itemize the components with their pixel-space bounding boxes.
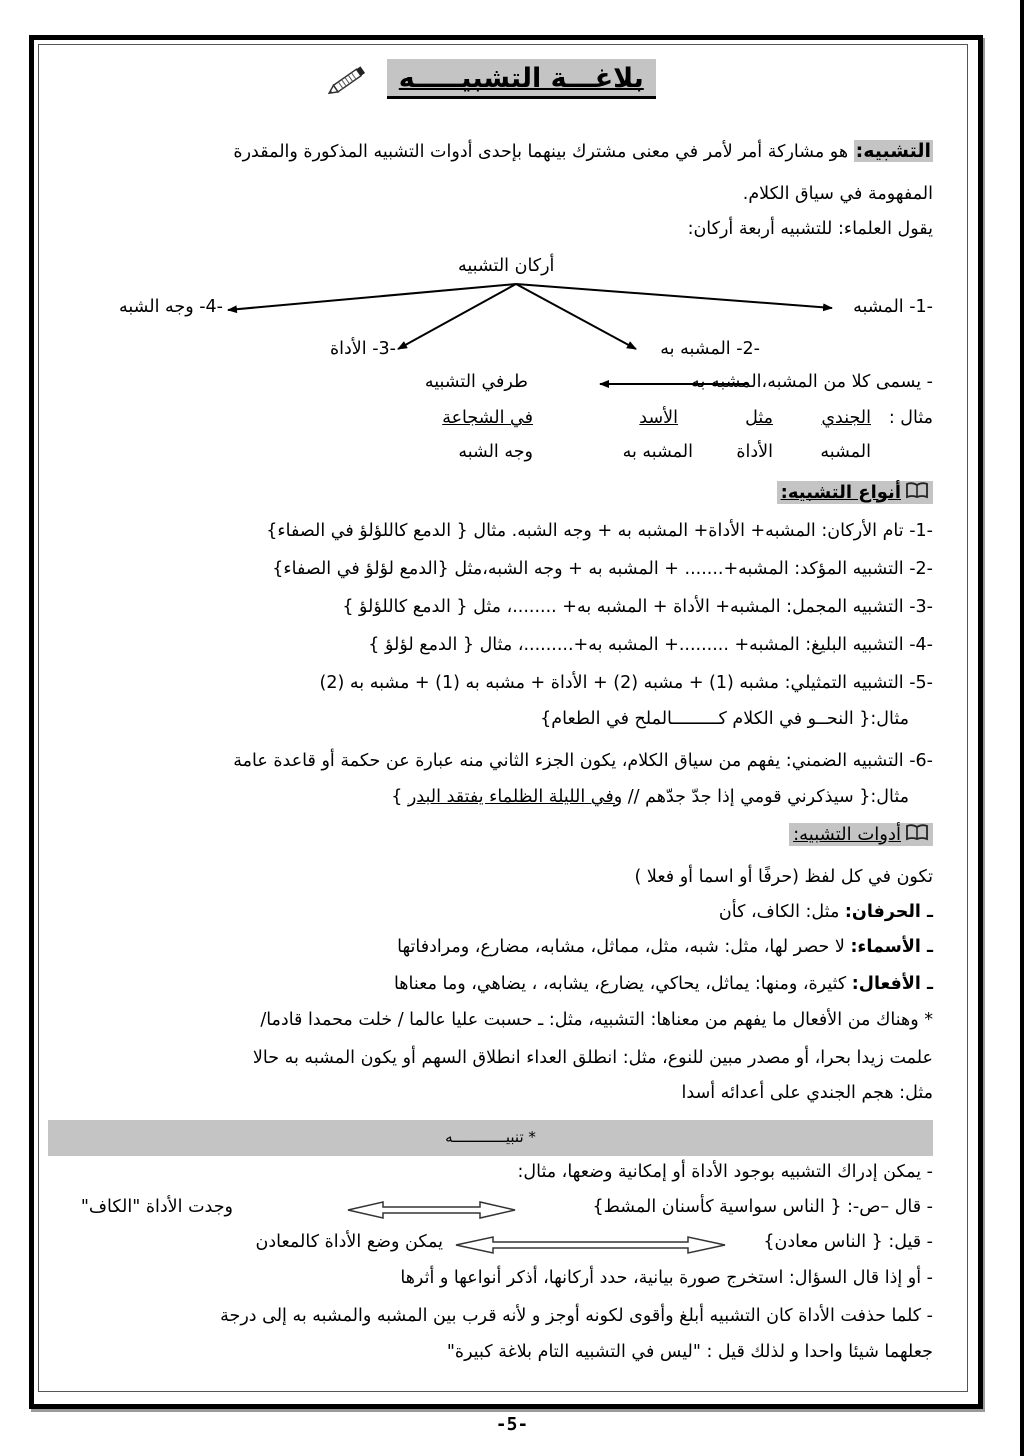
- example-word-musabbah-bih: الأسد: [639, 408, 678, 428]
- tools-item-letters-text: مثل: الكاف، كأن: [718, 902, 845, 922]
- definition-line-2: المفهومة في سياق الكلام.: [742, 184, 933, 204]
- pillar-2: -2- المشبه به: [660, 339, 760, 359]
- note-example-1-result: وجدت الأداة "الكاف": [80, 1197, 233, 1217]
- tools-item-nouns-text: لا حصر لها، مثل: شبه، مثل، مماثل، مشابه، مضارع، ومرادفاتها: [397, 937, 851, 957]
- tools-heading-text: أدوات التشبيه:: [793, 823, 901, 845]
- type-item-4: -4- التشبيه البليغ: المشبه+ .........+ المشبه به+.........، مثال { الدمع لؤلؤ }: [368, 635, 933, 655]
- type-item-6: -6- التشبيه الضمني: يفهم من سياق الكلام، يكون الجزء الثاني منه عبارة عن حكمة أو قاعدة عامة: [233, 751, 933, 771]
- note-banner: * تنبيــــــــــــه: [48, 1120, 933, 1156]
- tools-item-letters-label: ـ الحرفان:: [844, 902, 933, 922]
- pillar-4: -4- وجه الشبه: [118, 297, 223, 317]
- page-title: بلاغـــة التشبيـــــه: [387, 59, 656, 99]
- note-line-1: - يمكن إدراك التشبيه بوجود الأداة أو إمكانية وضعها، مثال:: [517, 1162, 933, 1182]
- type-item-5: -5- التشبيه التمثيلي: مشبه (1) + مشبه (2) + الأداة + مشبه به (1) + مشبه به (2): [319, 673, 933, 693]
- tools-intro: تكون في كل لفظ (حرفًا أو اسما أو فعلا ): [634, 867, 933, 887]
- definition-text: هو مشاركة أمر لأمر في معنى مشترك بينهما بإحدى أدوات التشبيه المذكورة والمقدرة: [233, 142, 849, 162]
- page-number: -5-: [495, 1414, 529, 1435]
- types-heading-text: أنواع التشبيه:: [780, 481, 901, 503]
- tools-extra-3: مثل: هجم الجندي على أعدائه أسدا: [681, 1083, 933, 1103]
- example-role-adat: الأداة: [736, 442, 773, 462]
- double-arrow-2: [456, 1237, 725, 1253]
- implicit-example-prefix: مثال:{ سيذكرني قومي إذا جدّ جدّهم //: [627, 787, 909, 807]
- example-word-adat: مثل: [745, 408, 773, 428]
- tools-extra-2: علمت زيدا بحرا، أو مصدر مبين للنوع، مثل: انطلق العداء انطلاق السهم أو يكون المشبه به حالا: [252, 1048, 933, 1068]
- diagram-root: أركان التشبيه: [458, 256, 555, 276]
- example-role-musabbah: المشبه: [820, 442, 871, 462]
- pillar-1: -1- المشبه: [853, 297, 933, 317]
- implicit-example-suffix: }: [391, 787, 408, 807]
- type-item-3: -3- التشبيه المجمل: المشبه+ الأداة + المشبه به+ ........، مثل { الدمع كاللؤلؤ }: [342, 597, 933, 617]
- page-edge-strip: [1020, 0, 1024, 1456]
- example-role-musabbah-bih: المشبه به: [622, 442, 693, 462]
- type-item-5-example: مثال:{ النحــو في الكلام كـــــــــالملح في الطعام}: [540, 709, 909, 729]
- tools-item-verbs-text: كثيرة، ومنها: يماثل، يحاكي، يضارع، يشابه، ، يضاهي، وما معناها: [393, 974, 852, 994]
- pillars-intro: يقول العلماء: للتشبيه أربعة أركان:: [687, 219, 933, 239]
- example-role-wajh: وجه الشبه: [458, 442, 533, 462]
- extremes-result: طرفي التشبيه: [424, 372, 528, 392]
- note-line-6: جعلهما شيئا واحدا و لذلك قيل : "ليس في التشبيه التام بلاغة كبيرة": [446, 1342, 933, 1362]
- type-item-1: -1- تام الأركان: المشبه+ الأداة+ المشبه به + وجه الشبه. مثال { الدمع كاللؤلؤ في الصفاء}: [266, 521, 933, 541]
- extremes-note: - يسمى كلا من المشبه،المشبه به: [691, 372, 933, 392]
- note-line-5: - كلما حذفت الأداة كان التشبيه أبلغ وأقوى لكونه أوجز و لأنه قرب بين المشبه والمشبه به إلى درجة: [220, 1306, 933, 1326]
- note-example-2-result: يمكن وضع الأداة كالمعادن: [255, 1232, 443, 1252]
- definition-term: التشبيه:: [855, 140, 931, 162]
- implicit-example-underlined: وفي الليلة الظلماء يفتقد البدر: [407, 787, 623, 807]
- tools-item-verbs-label: ـ الأفعال:: [851, 974, 933, 994]
- type-item-2: -2- التشبيه المؤكد: المشبه+....... + المشبه به + وجه الشبه،مثل {الدمع لؤلؤ في الصفاء}: [272, 559, 933, 579]
- page-content: [48, 44, 933, 1384]
- note-example-1: - قال –ص-: { الناس سواسية كأسنان المشط}: [592, 1197, 933, 1217]
- example-word-musabbah: الجندي: [821, 408, 871, 428]
- pillar-3: -3- الأداة: [329, 339, 396, 359]
- example-label: مثال :: [888, 408, 933, 428]
- note-double-arrows: [48, 44, 933, 1384]
- tools-item-nouns-label: ـ الأسماء:: [850, 937, 933, 957]
- double-arrow-1: [348, 1202, 515, 1218]
- note-example-2: - قيل: { الناس معادن}: [763, 1232, 933, 1252]
- tools-extra-1: * وهناك من الأفعال ما يفهم من معناها: التشبيه، مثل: ـ حسبت عليا عالما / خلت محمدا قادما/: [260, 1010, 933, 1030]
- note-line-4: - أو إذا قال السؤال: استخرج صورة بيانية، حدد أركانها، أذكر أنواعها و أثرها: [400, 1268, 933, 1288]
- example-word-wajh: في الشجاعة: [442, 408, 533, 428]
